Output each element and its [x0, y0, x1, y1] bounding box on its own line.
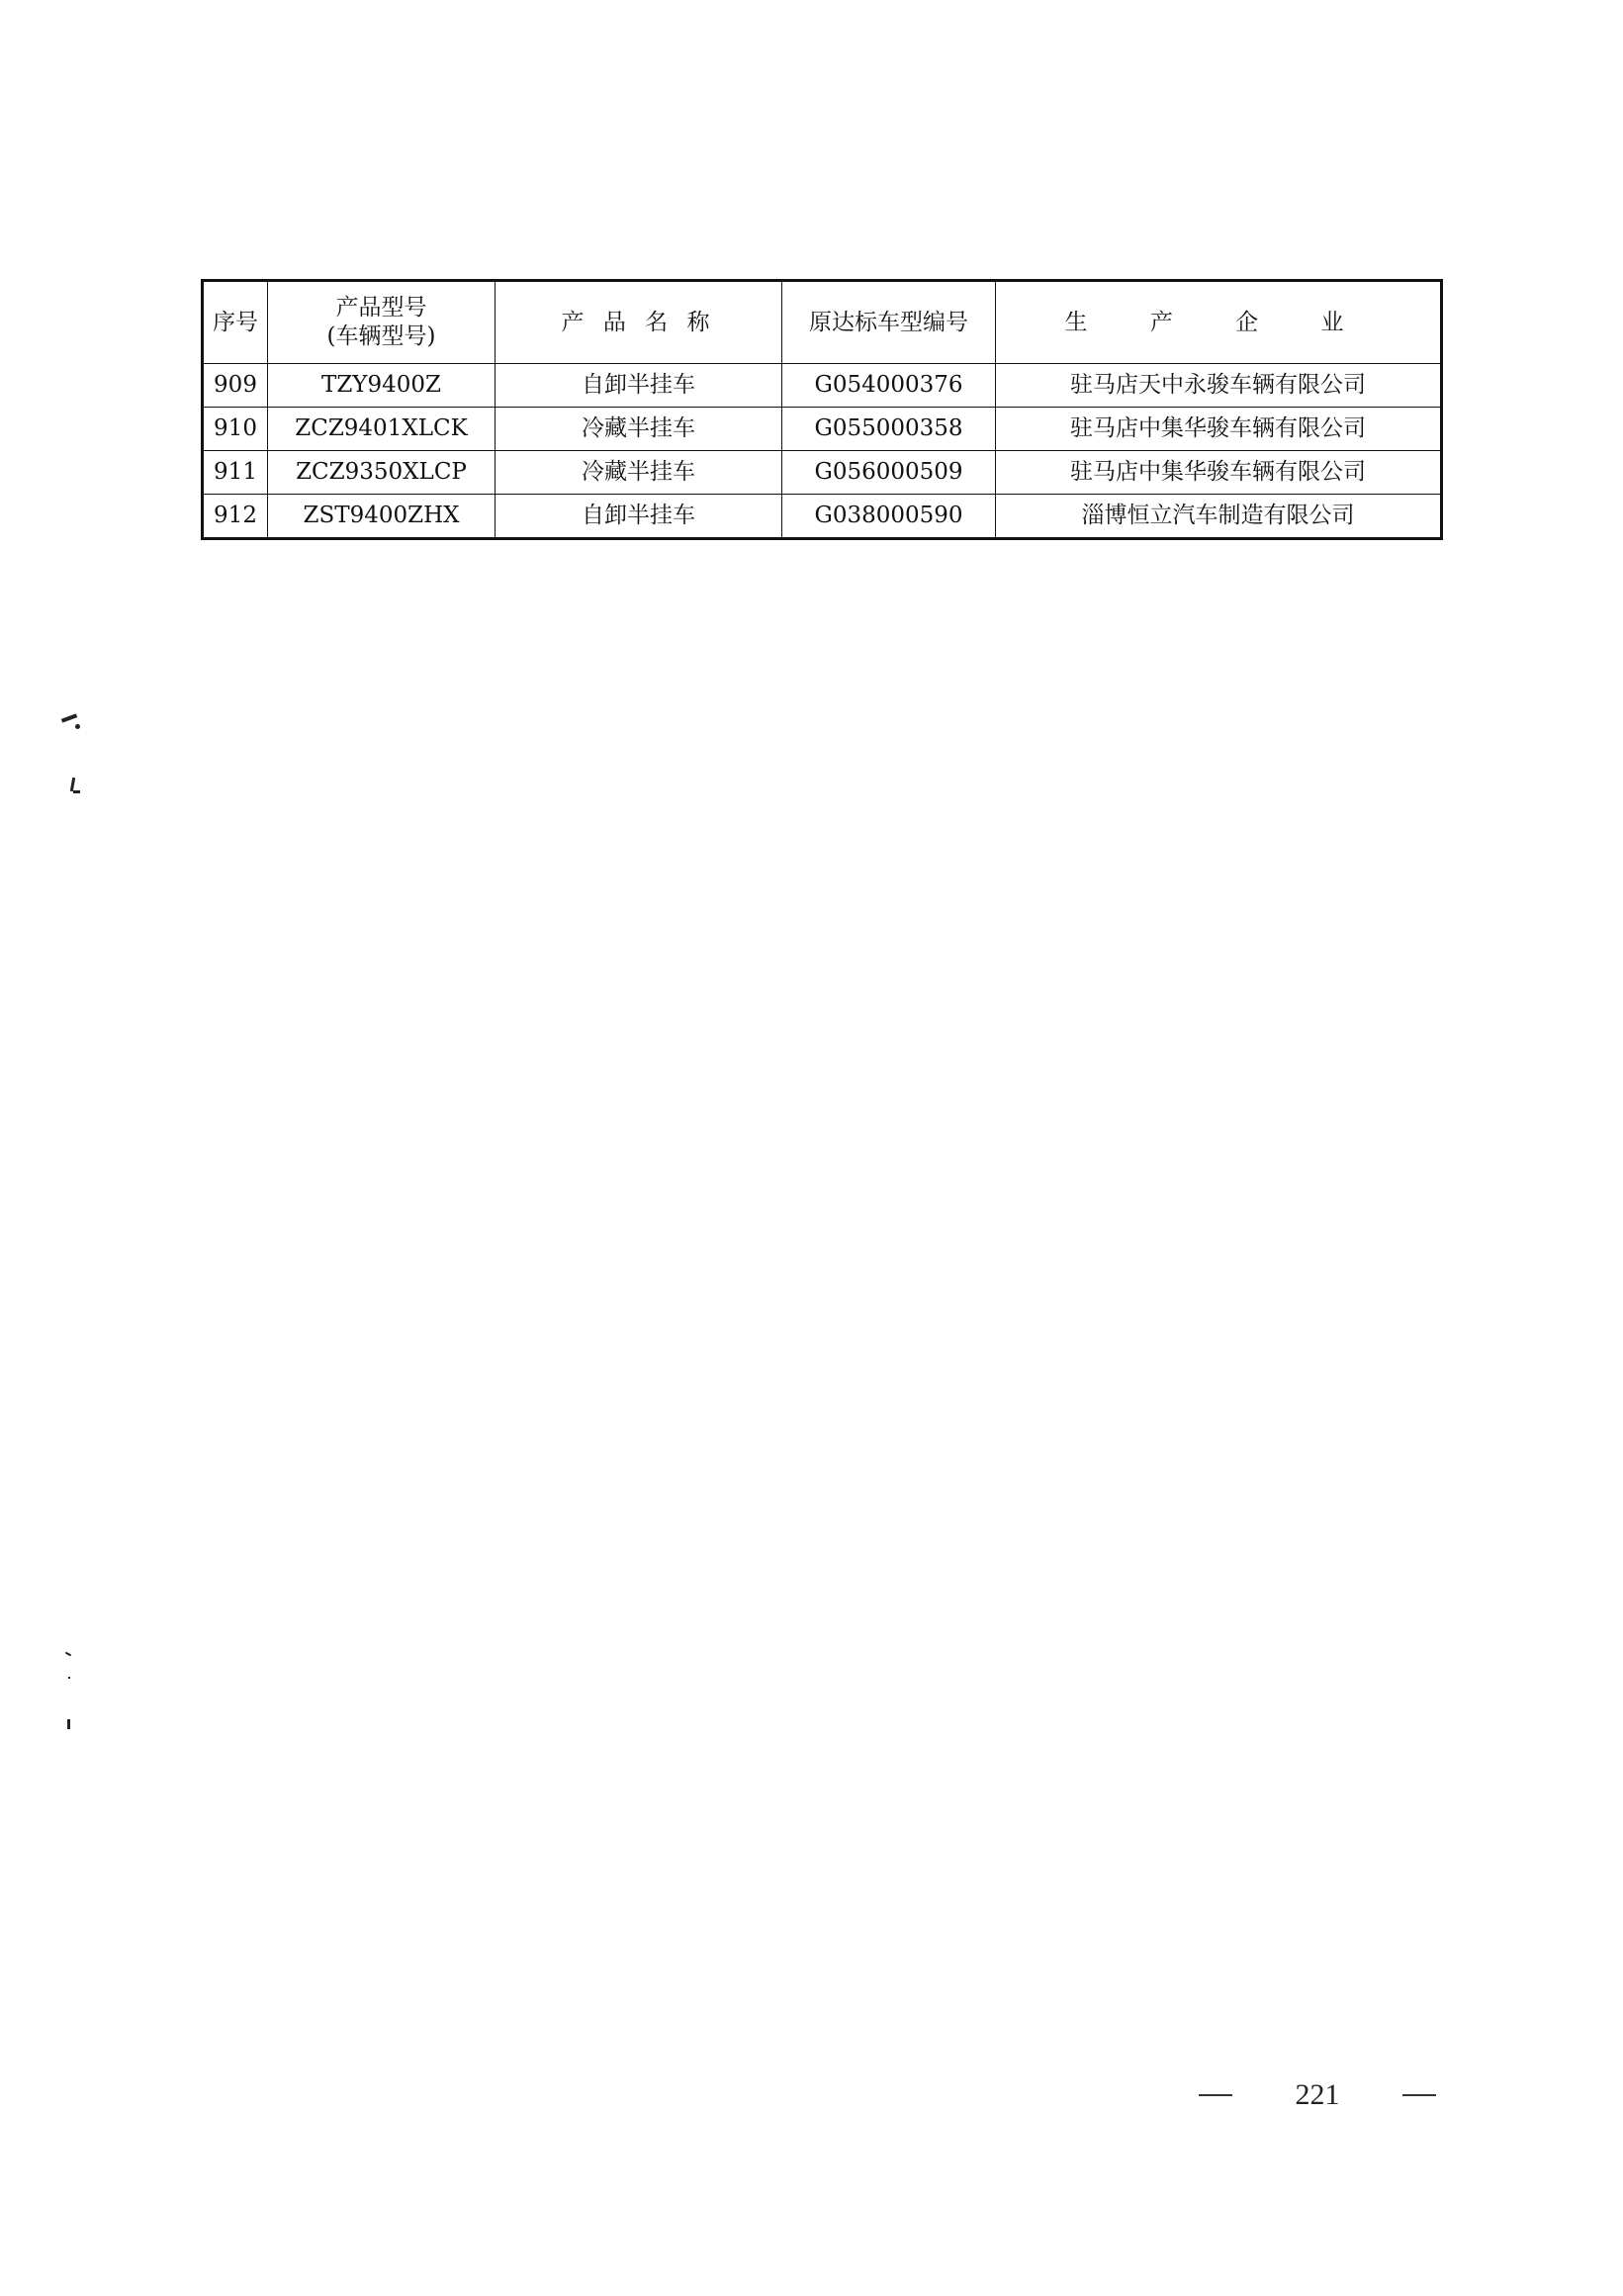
cell-original-code: G038000590 [782, 495, 996, 539]
cell-seq: 909 [203, 364, 268, 408]
table-header-row [203, 281, 1442, 364]
cell-product-name: 冷藏半挂车 [496, 451, 782, 495]
cell-manufacturer: 驻马店天中永骏车辆有限公司 [996, 364, 1442, 408]
cell-seq: 911 [203, 451, 268, 495]
cell-seq: 910 [203, 408, 268, 451]
header-model-line2: (车辆型号) [326, 323, 436, 349]
page-number-dash-right [1402, 2094, 1436, 2096]
scan-mark [75, 724, 80, 729]
page-number-value: 221 [1295, 2078, 1340, 2111]
header-model [268, 281, 496, 364]
page-number [1199, 2075, 1436, 2115]
header-model-line1: 产品型号 [335, 295, 427, 321]
cell-model: ZCZ9401XLCK [268, 408, 496, 451]
header-product-name: 产 品 名 称 [496, 281, 782, 364]
cell-model: ZCZ9350XLCP [268, 451, 496, 495]
table-row [203, 364, 1442, 408]
scan-mark [65, 1652, 71, 1657]
cell-product-name: 自卸半挂车 [496, 364, 782, 408]
cell-product-name: 自卸半挂车 [496, 495, 782, 539]
cell-original-code: G056000509 [782, 451, 996, 495]
cell-original-code: G054000376 [782, 364, 996, 408]
header-original-code: 原达标车型编号 [782, 281, 996, 364]
scan-mark [68, 1677, 70, 1679]
cell-manufacturer: 淄博恒立汽车制造有限公司 [996, 495, 1442, 539]
cell-model: TZY9400Z [268, 364, 496, 408]
scan-mark [61, 713, 77, 722]
table-row [203, 451, 1442, 495]
header-seq: 序号 [203, 281, 268, 364]
table-row [203, 408, 1442, 451]
cell-manufacturer: 驻马店中集华骏车辆有限公司 [996, 451, 1442, 495]
cell-original-code: G055000358 [782, 408, 996, 451]
vehicle-model-table [201, 279, 1443, 540]
cell-seq: 912 [203, 495, 268, 539]
scan-mark [67, 1719, 70, 1729]
cell-model: ZST9400ZHX [268, 495, 496, 539]
cell-manufacturer: 驻马店中集华骏车辆有限公司 [996, 408, 1442, 451]
scan-mark [70, 778, 75, 791]
scan-mark [73, 790, 80, 793]
header-manufacturer: 生 产 企 业 [996, 281, 1442, 364]
table-row [203, 495, 1442, 539]
page-number-dash-left [1199, 2094, 1232, 2096]
cell-product-name: 冷藏半挂车 [496, 408, 782, 451]
